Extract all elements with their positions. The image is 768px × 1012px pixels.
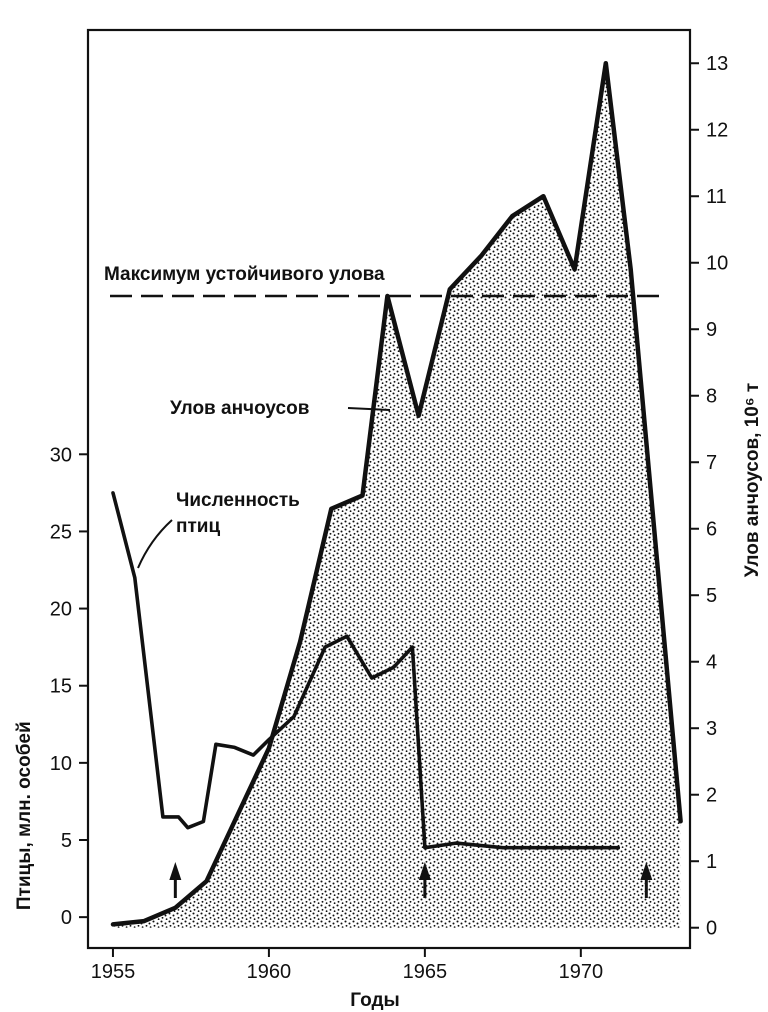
y-right-tick-label: 2 bbox=[706, 784, 718, 807]
y-left-tick-label: 15 bbox=[49, 675, 72, 698]
y-right-tick-label: 7 bbox=[706, 452, 718, 475]
y-right-tick-label: 9 bbox=[706, 319, 718, 342]
y-right-tick-label: 0 bbox=[706, 917, 718, 940]
birds-label-leader bbox=[138, 520, 172, 568]
y-left-axis-title: Птицы, млн. особей bbox=[14, 721, 35, 911]
y-right-tick-label: 10 bbox=[706, 252, 729, 275]
y-right-tick-label: 11 bbox=[706, 186, 727, 209]
y-right-tick-label: 5 bbox=[706, 585, 718, 608]
arrow-marker-head bbox=[169, 862, 181, 880]
y-right-tick-label: 12 bbox=[706, 119, 729, 142]
x-tick-label: 1960 bbox=[246, 961, 292, 983]
x-axis-title: Годы bbox=[350, 990, 400, 1011]
birds-series-label-line2: птиц bbox=[176, 516, 221, 537]
y-left-tick-label: 25 bbox=[49, 521, 72, 544]
y-left-tick-label: 10 bbox=[49, 752, 72, 775]
catch-series-label: Улов анчоусов bbox=[170, 398, 310, 419]
x-tick-label: 1970 bbox=[558, 961, 604, 983]
max-sustainable-catch-label: Максимум устойчивого улова bbox=[104, 263, 385, 285]
y-left-tick-label: 0 bbox=[60, 907, 72, 930]
y-right-axis-title: Улов анчоусов, 10⁶ т bbox=[742, 382, 763, 578]
birds-series-label-line1: Численность bbox=[176, 490, 300, 511]
y-right-tick-label: 13 bbox=[706, 53, 729, 76]
y-left-tick-label: 20 bbox=[49, 598, 72, 621]
y-right-tick-label: 4 bbox=[706, 651, 718, 674]
y-right-tick-label: 3 bbox=[706, 718, 718, 741]
y-right-tick-label: 1 bbox=[706, 851, 718, 874]
y-right-tick-label: 6 bbox=[706, 518, 718, 541]
x-tick-label: 1955 bbox=[90, 961, 136, 983]
y-left-tick-label: 30 bbox=[49, 444, 72, 467]
y-right-tick-label: 8 bbox=[706, 385, 718, 408]
x-tick-label: 1965 bbox=[402, 961, 448, 983]
y-left-tick-label: 5 bbox=[60, 830, 72, 852]
